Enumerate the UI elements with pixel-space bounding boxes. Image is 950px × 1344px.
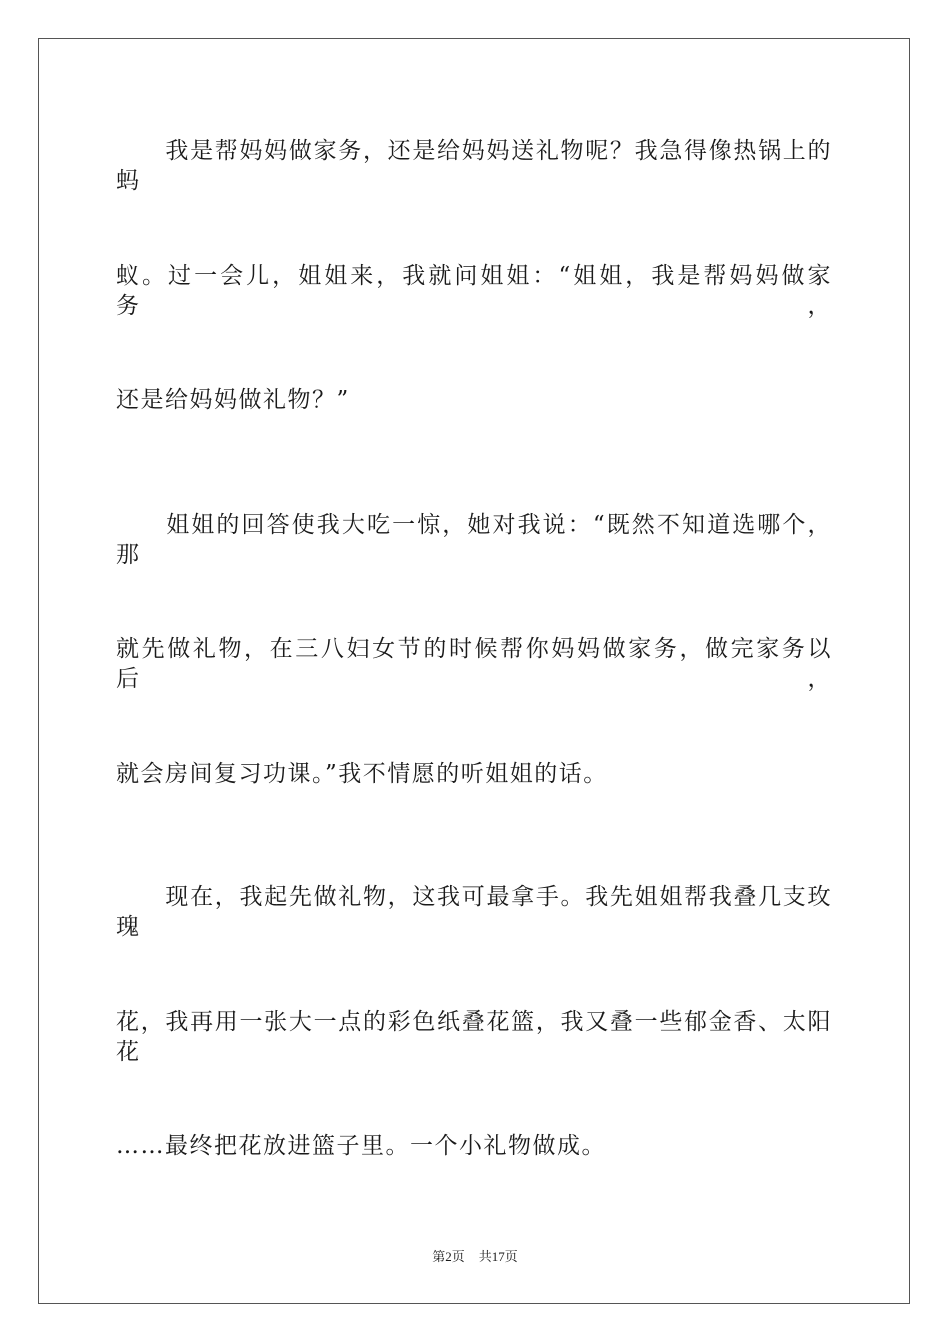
paragraph-3-line-3: ……最终把花放进篮子里。一个小礼物做成。 [116, 1133, 606, 1159]
page-total: 共17页 [478, 1249, 518, 1264]
page-footer [0, 1248, 950, 1266]
paragraph-2-line-2: 就先做礼物，在三八妇女节的时候帮你妈妈做家务，做完家务以后， [116, 636, 832, 692]
paragraph-1-line-2: 蚁。过一会儿，姐姐来，我就问姐姐：“姐姐，我是帮妈妈做家务， [116, 263, 832, 319]
paragraph-3-line-2: 花，我再用一张大一点的彩色纸叠花篮，我又叠一些郁金香、太阳花 [116, 1009, 832, 1065]
paragraph-1-line-1: 我是帮妈妈做家务，还是给妈妈送礼物呢？我急得像热锅上的蚂 [116, 138, 832, 194]
page-number: 第2页 [432, 1249, 465, 1264]
paragraph-1-line-3: 还是给妈妈做礼物？” [116, 387, 350, 413]
paragraph-2-line-3: 就会房间复习功课。”我不情愿的听姐姐的话。 [116, 761, 608, 787]
paragraph-3-line-1: 现在，我起先做礼物，这我可最拿手。我先姐姐帮我叠几支玫瑰 [116, 884, 832, 940]
paragraph-2-line-1: 姐姐的回答使我大吃一惊，她对我说：“既然不知道选哪个，那 [116, 512, 832, 568]
